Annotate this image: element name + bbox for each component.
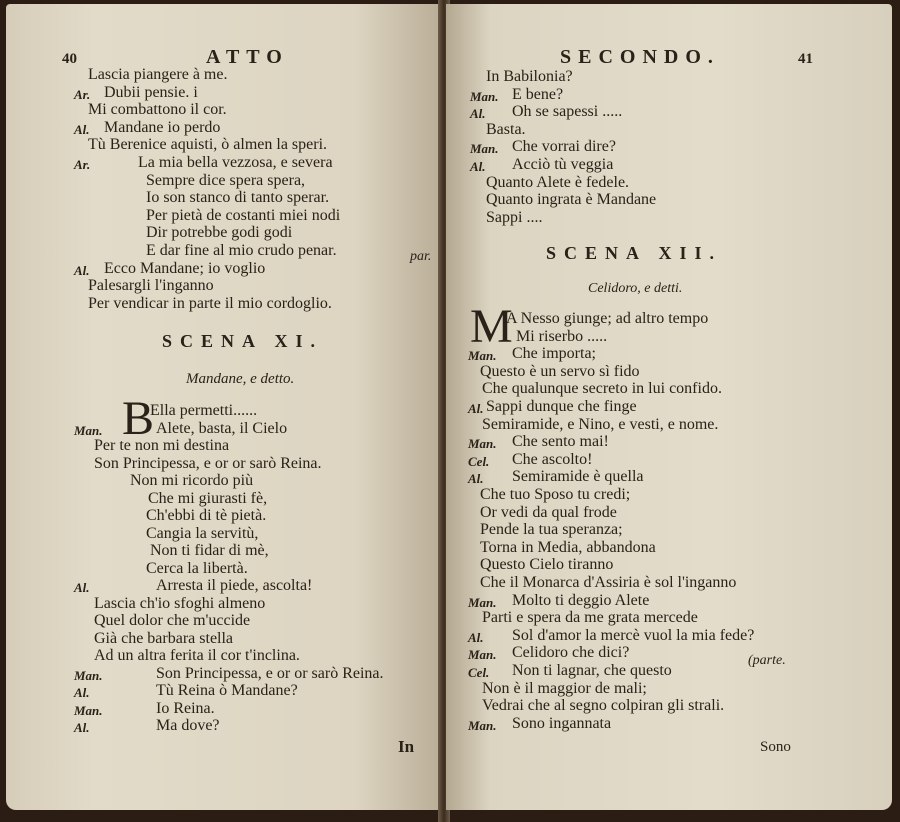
verse-line: Che il Monarca d'Assiria è sol l'inganno xyxy=(480,574,737,591)
speaker-label: Al. xyxy=(470,159,486,174)
verse-line: Per te non mi destina xyxy=(94,437,230,454)
verse-line: Mi combattono il cor. xyxy=(88,101,227,119)
verse-line: Quanto ingrata è Mandane xyxy=(486,191,657,209)
verse-line: Mandane io perdo xyxy=(104,118,221,136)
verse-line: Alete, basta, il Cielo xyxy=(156,419,288,437)
speaker-label: Cel. xyxy=(468,665,490,680)
verse-line: A Nesso giunge; ad altro tempo xyxy=(506,310,709,327)
verse-line: Non ti lagnar, che questo xyxy=(512,662,672,679)
verse-line: Che importa; xyxy=(512,345,596,363)
speaker-label: Man. xyxy=(74,667,103,683)
verse-line: Tù Berenice aquisti, ò almen la speri. xyxy=(88,136,328,154)
verse-line: In Babilonia? xyxy=(486,68,573,85)
verse-line: Sempre dice spera spera, xyxy=(146,171,306,189)
verse-line: Quel dolor che m'uccide xyxy=(94,612,251,629)
verse-line: E bene? xyxy=(512,85,564,103)
speaker-label: Al. xyxy=(468,629,484,645)
speaker-label: Man. xyxy=(468,594,497,610)
speaker-label: Man. xyxy=(74,702,103,718)
speaker-label: Man. xyxy=(470,88,499,104)
verse-line: Mi riserbo ..... xyxy=(516,327,608,345)
speaker-label: Man. xyxy=(74,422,103,438)
speaker-label: Al. xyxy=(470,106,486,122)
verse-line: Pende la tua speranza; xyxy=(480,521,623,539)
verse-line: Dubii pensie. i xyxy=(104,83,198,101)
running-head: ATTO xyxy=(206,46,289,68)
verse-line: Lascia piangere à me. xyxy=(88,66,228,83)
verse-line: Acciò tù veggia xyxy=(512,156,614,173)
verse-line: E dar fine al mio crudo penar. xyxy=(146,242,337,259)
page-number: 40 xyxy=(62,51,77,67)
verse-line: Palesargli l'inganno xyxy=(88,277,214,295)
verse-line: Non ti fidar di mè, xyxy=(150,542,269,559)
speaker-label: Al. xyxy=(74,262,90,278)
verse-line: Già che barbara stella xyxy=(94,629,234,647)
speaker-label: Cel. xyxy=(468,453,490,469)
verse-line: Arresta il piede, ascolta! xyxy=(156,577,313,594)
verse-line: Io Reina. xyxy=(156,699,215,717)
scene-title: SCENA XI. xyxy=(162,331,324,351)
verse-line: Ella permetti...... xyxy=(150,402,258,419)
verse-line: Dir potrebbe godi godi xyxy=(146,224,293,242)
exit-stage-direction: par. xyxy=(410,249,432,264)
speaker-label: Ar. xyxy=(74,157,91,172)
verse-line: La mia bella vezzosa, e severa xyxy=(138,154,333,171)
verse-line: Sono ingannata xyxy=(512,714,612,732)
verse-line: Per pietà de costanti miei nodi xyxy=(146,206,341,224)
verse-line: Cerca la libertà. xyxy=(146,559,248,577)
verse-line: Questo è un servo sì fido xyxy=(480,362,640,380)
verse-line: Che vorrai dire? xyxy=(512,138,616,156)
verse-line: Io son stanco di tanto sperar. xyxy=(146,189,330,207)
verse-line: Torna in Media, abbandona xyxy=(480,538,656,556)
verse-line: Oh se sapessi ..... xyxy=(512,103,623,121)
verse-line: Quanto Alete è fedele. xyxy=(486,173,630,191)
verse-line: Per vendicar in parte il mio cordoglio. xyxy=(88,294,332,312)
verse-line: Che mi giurasti fè, xyxy=(148,489,268,507)
speaker-label: Ar. xyxy=(74,86,91,102)
verse-line: Ad un altra ferita il cor t'inclina. xyxy=(94,647,300,664)
verse-line: Che sento mai! xyxy=(512,433,609,451)
verse-line: Che tuo Sposo tu credi; xyxy=(480,486,631,503)
speaker-label: Man. xyxy=(468,717,497,733)
verse-line: Parti e spera da me grata mercede xyxy=(482,609,698,627)
speaker-label: Man. xyxy=(468,436,497,452)
verse-line: Che ascolto! xyxy=(512,450,593,468)
drop-cap: B xyxy=(122,392,155,445)
verse-line: Cangia la servitù, xyxy=(146,524,259,542)
verse-line: Celidoro che dici? xyxy=(512,644,630,662)
scene-characters: Mandane, e detto. xyxy=(186,371,295,387)
running-head: SECONDO. xyxy=(560,46,720,68)
verse-line: Ch'ebbi di tè pietà. xyxy=(146,507,267,524)
scene-characters: Celidoro, e detti. xyxy=(588,281,683,296)
speaker-label: Al. xyxy=(74,720,90,735)
verse-line: Son Principessa, e or or sarò Reina. xyxy=(156,664,384,682)
verse-line: Questo Cielo tiranno xyxy=(480,556,614,574)
verse-line: Che qualunque secreto in lui confido. xyxy=(482,380,722,398)
verse-line: Sappi dunque che finge xyxy=(486,398,637,415)
verse-line: Vedrai che al segno colpiran gli strali. xyxy=(482,697,725,715)
verse-line: Or vedi da qual frode xyxy=(480,503,617,521)
verse-line: Sappi .... xyxy=(486,208,543,226)
exit-stage-direction: (parte. xyxy=(748,653,786,668)
verse-line: Ecco Mandane; io voglio xyxy=(104,259,266,277)
left-page xyxy=(6,4,442,810)
verse-line: Semiramide, e Nino, e vesti, e nome. xyxy=(482,415,719,433)
speaker-label: Man. xyxy=(468,348,497,364)
speaker-label: Al. xyxy=(468,471,484,487)
speaker-label: Man. xyxy=(470,141,499,157)
verse-line: Sol d'amor la mercè vuol la mia fede? xyxy=(512,626,755,644)
catchword: Sono xyxy=(760,739,791,755)
drop-cap: M xyxy=(470,300,513,353)
speaker-label: Man. xyxy=(468,647,497,663)
verse-line: Tù Reina ò Mandane? xyxy=(156,682,298,699)
verse-line: Molto ti deggio Alete xyxy=(512,591,650,609)
verse-line: Basta. xyxy=(486,120,526,138)
verse-line: Son Principessa, e or or sarò Reina. xyxy=(94,454,322,472)
verse-line: Non mi ricordo più xyxy=(130,472,254,489)
scene-title: SCENA XII. xyxy=(546,243,723,263)
verse-line: Lascia ch'io sfoghi almeno xyxy=(94,594,266,612)
page-number: 41 xyxy=(798,51,813,67)
verse-line: Non è il maggior de mali; xyxy=(482,679,647,697)
speaker-label: Al. xyxy=(74,121,90,137)
verse-line: Ma dove? xyxy=(156,717,220,734)
verse-line: Semiramide è quella xyxy=(512,468,644,486)
speaker-label: Al. xyxy=(468,401,484,416)
right-page xyxy=(446,4,892,810)
speaker-label: Al. xyxy=(74,685,90,700)
speaker-label: Al. xyxy=(74,580,90,595)
catchword: In xyxy=(398,737,415,756)
